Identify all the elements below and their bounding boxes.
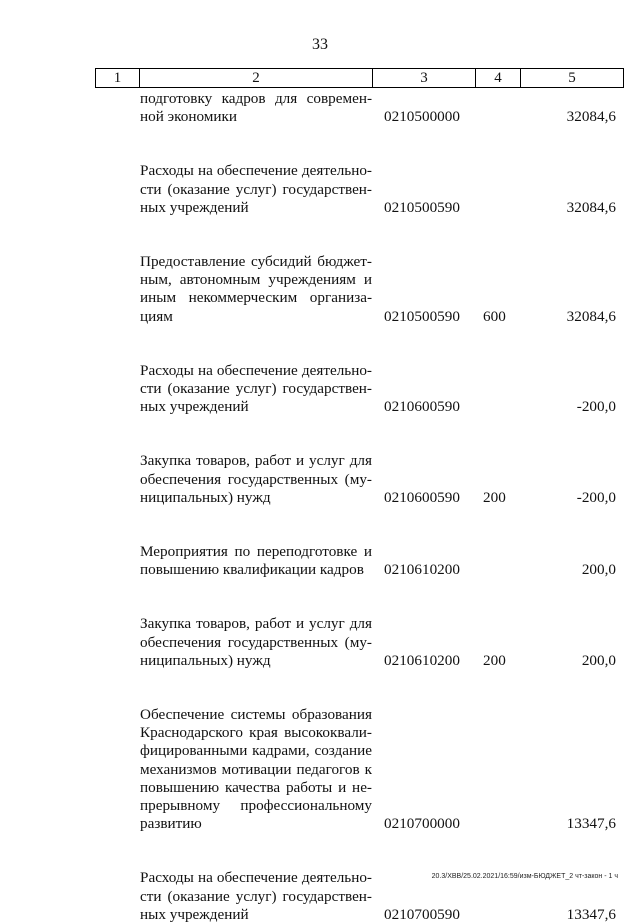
target-article-code: 0210700590: [384, 905, 460, 923]
column-header-1: 1: [96, 69, 140, 88]
description-line: Закупка товаров, работ и услуг для: [140, 452, 372, 470]
column-header-row: [96, 69, 624, 88]
description-line: ных учреждений: [140, 198, 249, 216]
amount-value: 32084,6: [566, 198, 616, 216]
amount-value: -200,0: [576, 398, 616, 416]
description-line: Краснодарского края высококвали-: [140, 724, 372, 742]
description-line: сти (оказание услуг) государствен-: [140, 380, 372, 397]
target-article-code: 0210500000: [384, 108, 460, 126]
description-line: иным некоммерческим организа-: [140, 289, 372, 307]
description-line: повышению квалификации кадров: [140, 561, 364, 579]
amount-value: 200,0: [581, 561, 616, 579]
amount-value: 32084,6: [566, 108, 616, 126]
amount-value: -200,0: [576, 488, 616, 506]
description-line: Закупка товаров, работ и услуг для: [140, 615, 372, 633]
description-line: сти (оказание услуг) государствен-: [140, 180, 372, 198]
description-line: Обеспечение системы образования: [140, 706, 372, 723]
amount-value: 13347,6: [566, 815, 616, 833]
description-line: фицированными кадрами, создание: [140, 742, 372, 760]
target-article-code: 0210600590: [384, 488, 460, 506]
description-line: обеспечения государственных (му-: [140, 633, 372, 651]
target-article-code: 0210500590: [384, 198, 460, 216]
description-line: ниципальных) нужд: [140, 488, 271, 506]
description-line: Предоставление субсидий бюджет-: [140, 253, 372, 270]
column-header-5: 5: [521, 69, 624, 88]
row-description: [140, 869, 372, 924]
row-description: [140, 362, 372, 417]
amount-value: 200,0: [581, 651, 616, 669]
column-header-4: 4: [476, 69, 521, 88]
row-description: [140, 543, 372, 579]
description-line: ных учреждений: [140, 398, 249, 416]
row-description: [140, 452, 372, 507]
description-line: ным, автономным учреждениям и: [140, 271, 372, 289]
description-line: повышению качества работы и не-: [140, 778, 372, 796]
expense-type-code: 600: [483, 307, 506, 325]
row-description: [140, 706, 372, 833]
target-article-code: 0210610200: [384, 651, 460, 669]
expense-type-code: 200: [483, 651, 506, 669]
footer-stamp: 20.3/XBB/25.02.2021/16:59/изм-БЮДЖЕТ_2 чт-закон - 1 ч: [431, 873, 618, 880]
row-description: [140, 162, 372, 217]
row-description: [140, 615, 372, 670]
row-description: [140, 90, 372, 126]
description-line: механизмов мотивации педагогов к: [140, 760, 372, 778]
description-line: подготовку кадров для современ-: [140, 90, 372, 107]
description-line: циям: [140, 307, 173, 325]
description-line: Мероприятия по переподготовке и: [140, 543, 372, 560]
description-line: Расходы на обеспечение деятельно-: [140, 162, 372, 180]
column-header-3: 3: [373, 69, 476, 88]
amount-value: 32084,6: [566, 307, 616, 325]
target-article-code: 0210500590: [384, 307, 460, 325]
target-article-code: 0210610200: [384, 561, 460, 579]
description-line: обеспечения государственных (му-: [140, 470, 372, 488]
target-article-code: 0210700000: [384, 815, 460, 833]
page-number: 33: [312, 36, 328, 53]
description-line: Расходы на обеспечение деятельно-: [140, 361, 372, 379]
description-line: Расходы на обеспечение деятельно-: [140, 869, 372, 887]
expense-type-code: 200: [483, 488, 506, 506]
column-header-2: 2: [140, 69, 373, 88]
description-line: сти (оказание услуг) государствен-: [140, 887, 372, 905]
row-description: [140, 253, 372, 326]
description-line: ных учреждений: [140, 905, 249, 923]
description-line: ниципальных) нужд: [140, 651, 271, 669]
column-header-table: [95, 68, 624, 88]
description-line: ной экономики: [140, 108, 238, 126]
target-article-code: 0210600590: [384, 398, 460, 416]
amount-value: 13347,6: [566, 905, 616, 923]
description-line: развитию: [140, 815, 202, 833]
description-line: прерывному профессиональному: [140, 797, 372, 815]
